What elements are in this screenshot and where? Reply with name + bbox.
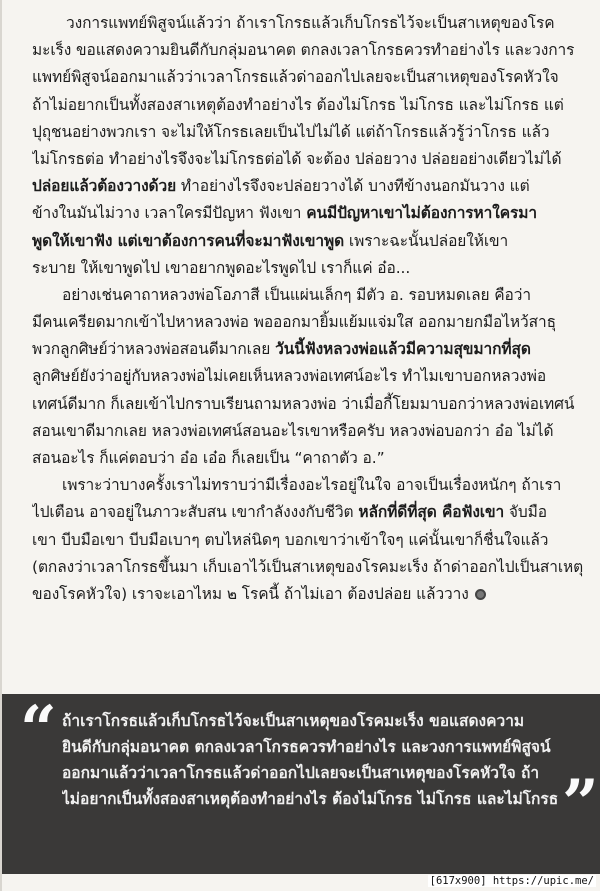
text-line: ไม่โกรธต่อ ทำอย่างไรจึงจะไม่โกรธต่อได้ จะต้อง ปล่อยวาง ปล่อยอย่างเดียวไม่ได้ <box>32 149 562 168</box>
text-line: อย่างเช่นคาถาหลวงพ่อโอภาสี เป็นแผ่นเล็กๆ มีตัว อ. รอบหมดเลย คือว่า <box>62 285 531 304</box>
open-quote-icon: “ <box>20 692 57 767</box>
bold-phrase: วันนี้ฟังหลวงพ่อแล้วมีความสุขมากที่สุด <box>275 340 531 359</box>
text-span: ข้างในมันไม่วาง เวลาใครมีปัญหา ฟังเขา <box>32 204 307 223</box>
text-span: ของโรคหัวใจ) เราจะเอาไหม ๒ โรคนี้ ถ้าไม่เอา ต้องปล่อย แล้ววาง <box>32 584 469 603</box>
text-line <box>32 173 590 200</box>
text-line <box>32 228 590 255</box>
text-span: ทำอย่างไรจึงจะปล่อยวางได้ บางทีข้างนอกมันวาง แต่ <box>176 177 530 196</box>
text-line: ปุถุชนอย่างพวกเรา จะไม่ให้โกรธเลยเป็นไปไม่ได้ แต่ถ้าโกรธแล้วรู้ว่าโกรธ แล้ว <box>32 122 550 141</box>
text-span: ไปเตือน อาจอยู่ในภาวะสับสน เขากำลังงงกับชีวิต <box>32 503 359 522</box>
text-line: เขา บีบมือเขา บีบมือเบาๆ ตบไหล่นิดๆ บอกเขาว่าเข้าใจๆ แค่นั้นเขาก็ชื่นใจแล้ว <box>32 530 549 549</box>
text-span: เพราะฉะนั้นปล่อยให้เขา <box>344 231 509 250</box>
watermark: [617x900] https://upic.me/ <box>429 875 594 887</box>
text-line: วงการแพทย์พิสูจน์แล้วว่า ถ้าเราโกรธแล้วเก็บโกรธไว้จะเป็นสาเหตุของโรค <box>66 14 555 32</box>
bold-phrase: คนมีปัญหาเขาไม่ต้องการหาใครมา <box>306 204 537 223</box>
text-line: ลูกศิษย์ยังว่าอยู่กับหลวงพ่อไม่เคยเห็นหลวงพ่อเทศน์อะไร ทำไมเขาบอกหลวงพ่อ <box>32 367 547 386</box>
text-line: ถ้าไม่อยากเป็นทั้งสองสาเหตุต้องทำอย่างไร ต้องไม่โกรธ ไม่โกรธ และไม่โกรธ แต่ <box>32 95 564 114</box>
quote-line: ไม่อยากเป็นทั้งสองสาเหตุต้องทำอย่างไร ต้องไม่โกรธ ไม่โกรธ และไม่โกรธ <box>62 790 559 808</box>
pull-quote <box>2 694 600 874</box>
bold-phrase: พูดให้เขาฟัง แต่เขาต้องการคนที่จะมาฟังเขาพูด <box>32 231 345 250</box>
quote-line: ถ้าเราโกรธแล้วเก็บโกรธไว้จะเป็นสาเหตุของโรคมะเร็ง ขอแสดงความ <box>62 712 525 730</box>
text-line <box>32 581 590 608</box>
text-span: จับมือ <box>504 503 547 522</box>
bold-phrase: ปล่อยแล้วต้องวางด้วย <box>32 177 177 196</box>
text-line: เทศน์ดีมาก ก็เลยเข้าไปกราบเรียนถามหลวงพ่อ ว่าเมื่อกี้โยมมาบอกว่าหลวงพ่อเทศน์ <box>32 394 575 413</box>
close-quote-icon: ” <box>562 766 599 841</box>
text-line: เพราะว่าบางครั้งเราไม่ทราบว่ามีเรื่องอะไรอยู่ในใจ อาจเป็นเรื่องหนักๆ ถ้าเรา <box>62 476 562 495</box>
text-line: มีคนเครียดมากเข้าไปหาหลวงพ่อ พอออกมายิ้มแย้มแจ่มใส ออกมายกมือไหว้สาธุ <box>32 313 556 332</box>
article-body <box>32 10 590 608</box>
text-line <box>32 336 590 363</box>
text-line: มะเร็ง ขอแสดงความยินดีกับกลุ่มอนาคต ตกลงเวลาโกรธควรทำอย่างไร และวงการ <box>32 41 575 60</box>
text-line <box>32 200 590 227</box>
bold-phrase: หลักที่ดีที่สุด คือฟังเขา <box>358 503 505 522</box>
pull-quote-text <box>62 708 582 812</box>
quote-line: ออกมาแล้วว่าเวลาโกรธแล้วด่าออกไปเลยจะเป็นสาเหตุของโรคหัวใจ ถ้า <box>62 764 540 782</box>
text-line: สอนอะไร ก็แค่ตอบว่า อ๋อ เอ๋อ ก็เลยเป็น “คาถาตัว อ.” <box>32 449 385 467</box>
text-line: (ตกลงว่าเวลาโกรธขึ้นมา เก็บเอาไว้เป็นสาเหตุของโรคมะเร็ง ถ้าด่าออกไปเป็นสาเหตุ <box>32 557 584 576</box>
text-line: สอนเขาดีมากเลย หลวงพ่อเทศน์สอนอะไรเขาหรือครับ หลวงพ่อบอกว่า อ๋อ ไม่ได้ <box>32 421 554 440</box>
text-line <box>32 499 590 526</box>
text-span: พวกลูกศิษย์ว่าหลวงพ่อสอนดีมากเลย <box>32 340 276 359</box>
text-line: ระบาย ให้เขาพูดไป เขาอยากพูดอะไรพูดไป เราก็แค่ อ๋อ... <box>32 258 411 277</box>
quote-line: ยินดีกับกลุ่มอนาคต ตกลงเวลาโกรธควรทำอย่างไร และวงการแพทย์พิสูจน์ <box>62 738 551 756</box>
end-bullet-icon <box>475 589 486 600</box>
text-line: แพทย์พิสูจน์ออกมาแล้วว่าเวลาโกรธแล้วด่าออกไปเลยจะเป็นสาเหตุของโรคหัวใจ <box>32 68 559 87</box>
